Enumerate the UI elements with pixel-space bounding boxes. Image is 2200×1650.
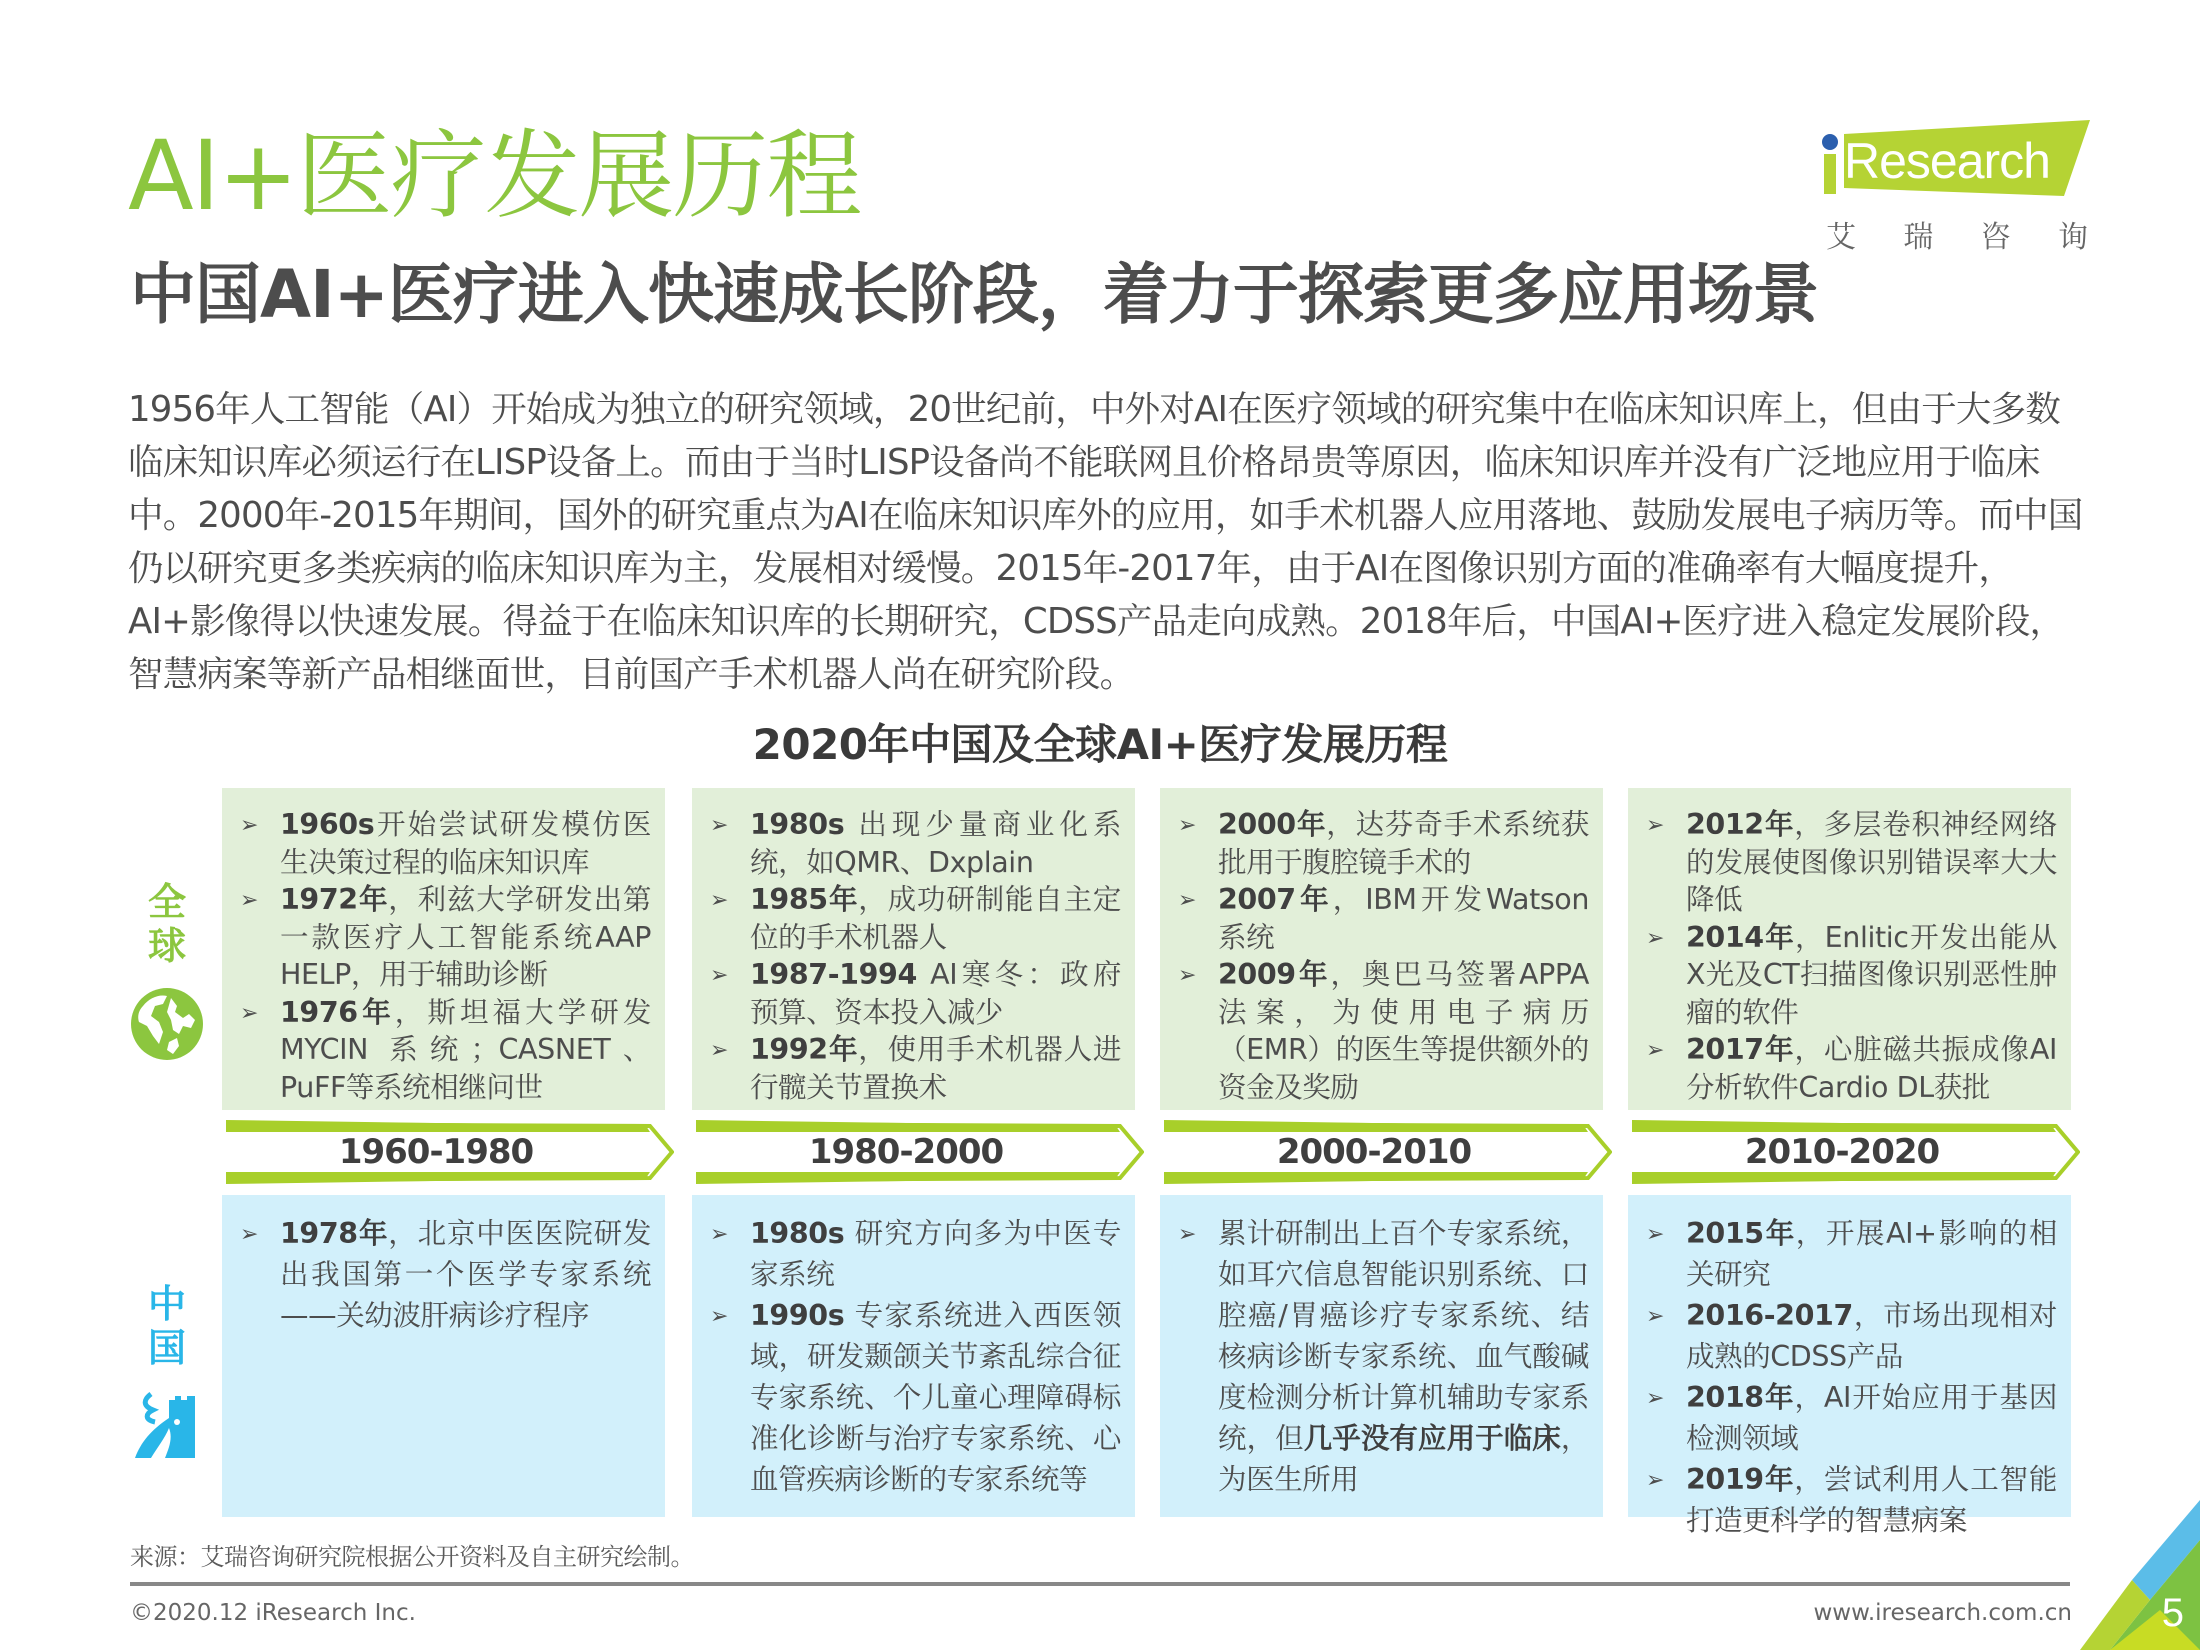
item-text: ，开展AI+影响的相关研究 xyxy=(1686,1217,2057,1291)
item-text: ，Enlitic开发出能从X光及CT扫描图像识别恶性肿瘤的软件 xyxy=(1686,920,2057,1029)
item-year: 2007年 xyxy=(1218,883,1333,916)
row-label-char: 国 xyxy=(147,1326,186,1370)
item-text: ，使用手术机器人进行髋关节置换术 xyxy=(750,1033,1121,1104)
row-label-char: 全 xyxy=(147,880,186,924)
list-item xyxy=(710,806,1121,881)
logo-text: Research xyxy=(1844,133,2050,189)
item-text: 累计研制出上百个专家系统，如耳穴信息智能识别系统、口腔癌/胃癌诊疗专家系统、结核病诊断专家系统、血气酸碱度检测分析计算机辅助专家系统，但 xyxy=(1218,1217,1589,1455)
logo-char: 艾 xyxy=(1826,220,1856,255)
arrow-bullet-icon: ➢ xyxy=(1178,813,1197,838)
global-box-1960-1980 xyxy=(222,788,665,1110)
period-label: 2010-2020 xyxy=(1744,1132,1940,1172)
arrow-bullet-icon: ➢ xyxy=(1646,1038,1665,1063)
logo-i-stem xyxy=(1824,154,1836,194)
global-box-2000-2010 xyxy=(1160,788,1603,1110)
arrow-bullet-icon: ➢ xyxy=(710,888,729,913)
list-item xyxy=(1646,1377,2057,1459)
item-text: ，IBM开发Watson系统 xyxy=(1218,883,1589,954)
item-text: ，市场出现相对成熟的CDSS产品 xyxy=(1686,1299,2057,1373)
list-item xyxy=(710,956,1121,1031)
item-emphasis: 几乎没有应用于临床 xyxy=(1303,1422,1561,1455)
period-arrow-1960-1980 xyxy=(226,1120,674,1184)
china-box-1980-2000 xyxy=(692,1195,1135,1517)
china-box-1960-1980 xyxy=(222,1195,665,1517)
list-item xyxy=(240,881,651,994)
logo-char: 询 xyxy=(2057,220,2088,255)
item-text: ，北京中医医院研发出我国第一个医学专家系统——关幼波肝病诊疗程序 xyxy=(280,1217,651,1332)
item-text: 出现少量商业化系统，如QMR、Dxplain xyxy=(750,808,1121,879)
arrow-bullet-icon: ➢ xyxy=(1646,1304,1665,1329)
item-text: ，尝试利用人工智能打造更科学的智慧病案 xyxy=(1686,1463,2057,1537)
item-year: 2015年 xyxy=(1686,1217,1796,1250)
page-number: 5 xyxy=(2161,1591,2184,1635)
list-item xyxy=(1178,1213,1589,1500)
arrow-bullet-icon: ➢ xyxy=(240,813,259,838)
logo-char: 咨 xyxy=(1980,220,2011,255)
row-label-char: 中 xyxy=(147,1282,186,1326)
item-year: 1992年 xyxy=(750,1033,859,1066)
period-label: 2000-2010 xyxy=(1276,1132,1472,1172)
source-note: 来源：艾瑞咨询研究院根据公开资料及自主研究绘制。 xyxy=(130,1543,694,1571)
period-label: 1980-2000 xyxy=(808,1132,1004,1172)
item-text: ，为医生所用 xyxy=(1218,1422,1589,1496)
item-text: ，心脏磁共振成像AI分析软件Cardio DL获批 xyxy=(1686,1033,2057,1104)
item-text: ，AI开始应用于基因检测领域 xyxy=(1686,1381,2057,1455)
period-arrow-1980-2000 xyxy=(696,1120,1144,1184)
logo-char: 瑞 xyxy=(1903,220,1934,255)
row-label-char: 球 xyxy=(147,924,186,968)
globe-icon xyxy=(129,986,205,1062)
arrow-bullet-icon: ➢ xyxy=(710,1222,729,1247)
item-year: 2009年 xyxy=(1218,958,1331,991)
arrow-bullet-icon: ➢ xyxy=(1646,1468,1665,1493)
list-item xyxy=(240,806,651,881)
arrow-bullet-icon: ➢ xyxy=(240,1222,259,1247)
item-text: ，成功研制能自主定位的手术机器人 xyxy=(750,883,1121,954)
arrow-bullet-icon: ➢ xyxy=(1646,1386,1665,1411)
list-item xyxy=(710,1031,1121,1106)
item-year: 1978年 xyxy=(280,1217,389,1250)
timeline-title: 2020年中国及全球AI+医疗发展历程 xyxy=(752,720,1448,769)
arrow-bullet-icon: ➢ xyxy=(1178,888,1197,913)
item-text: 专家系统进入西医领域，研发颞颌关节紊乱综合征专家系统、个儿童心理障碍标准化诊断与治疗专家系统、心血管疾病诊断的专家系统等 xyxy=(750,1299,1121,1496)
item-text: 开始尝试研发模仿医生决策过程的临床知识库 xyxy=(280,808,651,879)
item-text: ，达芬奇手术系统获批用于腹腔镜手术的 xyxy=(1218,808,1589,879)
item-year: 1990s xyxy=(750,1299,845,1332)
item-text: ，多层卷积神经网络的发展使图像识别错误率大大降低 xyxy=(1686,808,2057,916)
iresearch-logo xyxy=(1812,112,2092,255)
arrow-bullet-icon: ➢ xyxy=(1646,925,1665,951)
list-item xyxy=(1646,1295,2057,1377)
period-arrow-2010-2020 xyxy=(1632,1120,2080,1184)
item-year: 1972年 xyxy=(280,883,389,916)
arrow-bullet-icon: ➢ xyxy=(710,1304,729,1329)
arrow-bullet-icon: ➢ xyxy=(1646,1222,1665,1247)
intro-paragraph: 1956年人工智能（AI）开始成为独立的研究领域，20世纪前，中外对AI在医疗领域的研究集中在临床知识库上，但由于大多数临床知识库必须运行在LISP设备上。而由于当时LISP设备尚不能联网且价格昂贵等原因，临床知识库并没有广泛地应用于临床中。2000年-2015年期间，国外的研究重点为AI在临床知识库外的应用，如手术机器人应用落地、鼓励发展电子病历等。而中国仍以研究更多类疾病的临床知识库为主，发展相对缓慢。2015年-2017年，由于AI在图像识别方面的准确率有大幅度提升，AI+影像得以快速发展。得益于在临床知识库的长期研究，CDSS产品走向成熟。2018年后，中国AI+医疗进入稳定发展阶段，智慧病案等新产品相继面世，目前国产手术机器人尚在研究阶段。 xyxy=(128,389,2083,695)
arrow-bullet-icon: ➢ xyxy=(710,963,729,988)
item-year: 1985年 xyxy=(750,883,859,916)
item-text: ，奥巴马签署APPA法案，为使用电子病历（EMR）的医生等提供额外的资金及奖励 xyxy=(1218,958,1589,1104)
list-item xyxy=(1646,1213,2057,1295)
list-item xyxy=(240,1213,651,1336)
item-year: 2012年 xyxy=(1686,808,1795,841)
copyright: ©2020.12 iResearch Inc. xyxy=(130,1600,416,1626)
row-label-china xyxy=(122,1282,212,1464)
arrow-bullet-icon: ➢ xyxy=(1178,1222,1197,1247)
item-year: 1980s xyxy=(750,808,845,841)
global-box-2010-2020 xyxy=(1628,788,2071,1110)
item-year: 2000年 xyxy=(1218,808,1327,841)
item-year: 1980s xyxy=(750,1217,845,1250)
item-text: ，斯坦福大学研发MYCIN 系统；CASNET、PuFF等系统相继问世 xyxy=(280,995,651,1104)
footer-divider xyxy=(130,1582,2070,1586)
item-year: 2018年 xyxy=(1686,1381,1795,1414)
list-item xyxy=(240,994,651,1107)
item-year: 1960s xyxy=(280,808,375,841)
list-item xyxy=(1178,956,1589,1106)
period-label: 1960-1980 xyxy=(338,1132,534,1172)
item-text: AI寒冬：政府预算、资本投入减少 xyxy=(750,958,1121,1029)
arrow-bullet-icon: ➢ xyxy=(1178,963,1197,988)
list-item xyxy=(710,1213,1121,1295)
list-item xyxy=(1646,1031,2057,1106)
item-text: ，利兹大学研发出第一款医疗人工智能系统AAP HELP，用于辅助诊断 xyxy=(280,883,651,991)
arrow-bullet-icon: ➢ xyxy=(1646,813,1665,838)
page-subtitle: 中国AI+医疗进入快速成长阶段，着力于探索更多应用场景 xyxy=(130,256,1818,333)
arrow-bullet-icon: ➢ xyxy=(710,813,729,838)
arrow-bullet-icon: ➢ xyxy=(240,1000,259,1026)
period-arrow-2000-2010 xyxy=(1164,1120,1612,1184)
list-item xyxy=(1178,806,1589,881)
logo-dot-icon xyxy=(1822,134,1838,150)
item-year: 2017年 xyxy=(1686,1033,1795,1066)
item-year: 1976年 xyxy=(280,995,395,1029)
page-title: AI+医疗发展历程 xyxy=(128,120,861,232)
item-year: 1987-1994 xyxy=(750,958,917,991)
china-box-2010-2020 xyxy=(1628,1195,2071,1537)
item-year: 2016-2017 xyxy=(1686,1299,1853,1332)
china-box-2000-2010 xyxy=(1160,1195,1603,1517)
website-link[interactable]: www.iresearch.com.cn xyxy=(1813,1600,2072,1626)
list-item xyxy=(1646,1459,2057,1541)
list-item xyxy=(1178,881,1589,956)
list-item xyxy=(710,881,1121,956)
great-wall-icon xyxy=(129,1388,205,1464)
list-item xyxy=(710,1295,1121,1500)
item-year: 2019年 xyxy=(1686,1463,1795,1496)
item-year: 2014年 xyxy=(1686,920,1795,954)
item-text: 研究方向多为中医专家系统 xyxy=(750,1217,1121,1291)
global-box-1980-2000 xyxy=(692,788,1135,1110)
arrow-bullet-icon: ➢ xyxy=(240,888,259,913)
logo-chinese-name xyxy=(1822,212,2092,256)
row-label-global xyxy=(122,880,212,1062)
list-item xyxy=(1646,806,2057,919)
arrow-bullet-icon: ➢ xyxy=(710,1038,729,1063)
list-item xyxy=(1646,919,2057,1032)
